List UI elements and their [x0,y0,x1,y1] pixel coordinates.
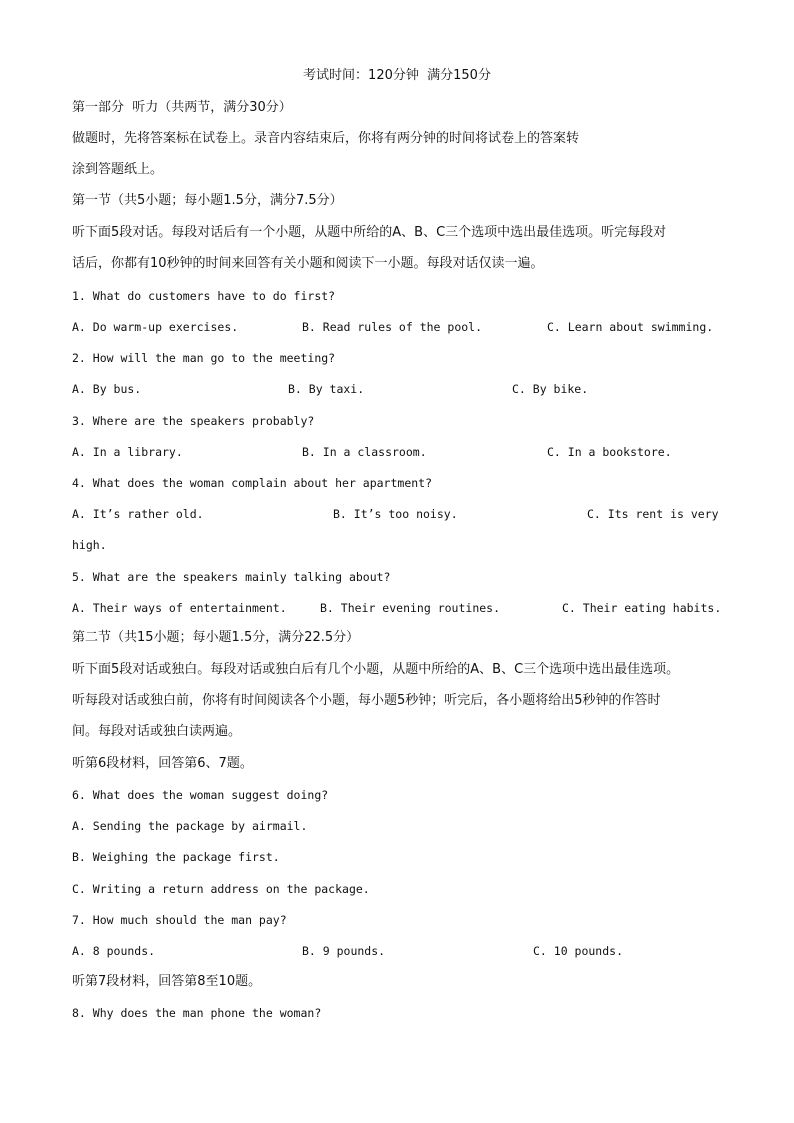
question-3-option-a: A. In a library. [72,445,183,459]
question-1-option-b: B. Read rules of the pool. [302,320,483,334]
question-4-option-a: A. It’s rather old. [72,507,204,521]
section1-title: 第一节（共5小题；每小题1.5分，满分7.5分） [72,193,343,208]
question-4-option-b: B. It’s too noisy. [333,507,458,521]
section2-instructions-line2: 听每段对话或独白前，你将有时间阅读各个小题，每小题5秒钟；听完后，各小题将给出5秒钟的作答时 [72,693,661,708]
part1-instructions-line1: 做题时，先将答案标在试卷上。录音内容结束后，你将有两分钟的时间将试卷上的答案转 [72,131,580,146]
question-7-option-b: B. 9 pounds. [302,944,386,958]
question-2-stem: 2. How will the man go to the meeting? [72,351,336,365]
question-1-stem: 1. What do customers have to do first? [72,289,336,303]
question-7-option-a: A. 8 pounds. [72,944,156,958]
question-1-option-c: C. Learn about swimming. [547,320,714,334]
section2-title: 第二节（共15小题；每小题1.5分，满分22.5分） [72,630,360,645]
question-4-stem: 4. What does the woman complain about her apartment? [72,476,433,490]
question-3-option-b: B. In a classroom. [302,445,427,459]
section2-instructions-line1: 听下面5段对话或独白。每段对话或独白后有几个小题，从题中所给的A、B、C三个选项中选出最佳选项。 [72,662,680,677]
question-6-option-a: A. Sending the package by airmail. [72,819,308,833]
question-3-option-c: C. In a bookstore. [547,445,672,459]
question-5-option-b: B. Their evening routines. [320,601,501,615]
material-6-heading: 听第6段材料，回答第6、7题。 [72,756,253,771]
material-7-heading: 听第7段材料，回答第8至10题。 [72,974,262,989]
part1-title: 第一部分 听力（共两节，满分30分） [72,100,292,115]
question-1-option-a: A. Do warm-up exercises. [72,320,239,334]
question-4-option-c-continued: high. [72,538,107,552]
question-6-stem: 6. What does the woman suggest doing? [72,788,329,802]
question-6-option-b: B. Weighing the package first. [72,850,280,864]
question-6-option-c: C. Writing a return address on the package. [72,882,370,896]
question-5-option-c: C. Their eating habits. [562,601,722,615]
question-2-option-c: C. By bike. [512,382,589,396]
question-3-stem: 3. Where are the speakers probably? [72,414,315,428]
question-5-option-a: A. Their ways of entertainment. [72,601,287,615]
exam-info-header: 考试时间：120分钟 满分150分 [303,68,491,83]
question-2-option-a: A. By bus. [72,382,142,396]
question-7-option-c: C. 10 pounds. [533,944,624,958]
section2-instructions-line3: 间。每段对话或独白读两遍。 [72,724,242,739]
section1-instructions-line2: 话后，你都有10秒钟的时间来回答有关小题和阅读下一小题。每段对话仅读一遍。 [72,256,544,271]
part1-instructions-line2: 涂到答题纸上。 [72,162,164,177]
question-7-stem: 7. How much should the man pay? [72,913,287,927]
question-8-stem: 8. Why does the man phone the woman? [72,1006,322,1020]
question-2-option-b: B. By taxi. [288,382,365,396]
question-4-option-c: C. Its rent is very [587,507,719,521]
question-5-stem: 5. What are the speakers mainly talking about? [72,570,391,584]
section1-instructions-line1: 听下面5段对话。每段对话后有一个小题，从题中所给的A、B、C三个选项中选出最佳选项。听完每段对 [72,225,667,240]
